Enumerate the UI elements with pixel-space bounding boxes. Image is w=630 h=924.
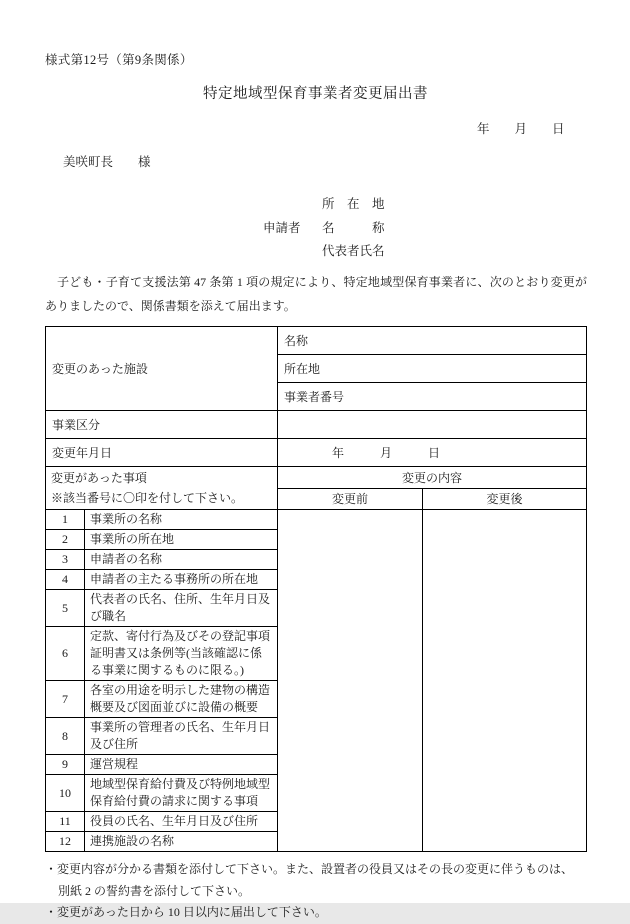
applicant-name-row bbox=[263, 217, 385, 241]
item-label-cell: 事業所の名称 bbox=[85, 510, 278, 530]
item-number-cell: 10 bbox=[46, 775, 85, 812]
item-number-cell: 12 bbox=[46, 832, 85, 852]
item-label-cell: 連携施設の名称 bbox=[85, 832, 278, 852]
item-number-cell: 1 bbox=[46, 510, 85, 530]
facility-address-field-cell: 所在地 bbox=[278, 355, 587, 383]
after-header-cell: 変更後 bbox=[423, 488, 587, 510]
form-table-section bbox=[45, 326, 623, 924]
facility-name-field-cell: 名称 bbox=[278, 327, 587, 355]
footnote-2 bbox=[45, 902, 623, 924]
after-value-column-cell bbox=[423, 510, 587, 852]
applicant-label-spacer bbox=[263, 240, 322, 264]
changed-items-label: 変更があった事項 bbox=[51, 471, 147, 485]
facility-label-cell: 変更のあった施設 bbox=[46, 327, 278, 411]
applicant-address-row bbox=[263, 193, 385, 217]
facility-number-field-cell: 事業者番号 bbox=[278, 383, 587, 411]
change-date-value-cell: 年 月 日 bbox=[278, 439, 587, 467]
item-label-cell: 事業所の所在地 bbox=[85, 530, 278, 550]
item-number-cell: 7 bbox=[46, 681, 85, 718]
change-notification-table bbox=[45, 326, 587, 852]
item-number-cell: 11 bbox=[46, 812, 85, 832]
item-label-cell: 地域型保育給付費及び特例地域型保育給付費の請求に関する事項 bbox=[85, 775, 278, 812]
item-label-cell: 運営規程 bbox=[85, 755, 278, 775]
change-content-header-cell: 変更の内容 bbox=[278, 467, 587, 489]
addressee: 美咲町長 様 bbox=[63, 155, 151, 169]
item-number-cell: 8 bbox=[46, 718, 85, 755]
business-category-label-cell: 事業区分 bbox=[46, 411, 278, 439]
applicant-block bbox=[263, 193, 385, 264]
change-date-label-cell: 変更年月日 bbox=[46, 439, 278, 467]
item-label-cell: 事業所の管理者の氏名、生年月日及び住所 bbox=[85, 718, 278, 755]
date-line: 年 月 日 bbox=[477, 122, 565, 136]
footnote-line: ・変更内容が分かる書類を添付して下さい。また、設置者の役員又はその長の変更に伴うものは、 bbox=[45, 862, 574, 876]
page-title: 特定地域型保育事業者変更届出書 bbox=[203, 86, 428, 102]
table-row-item-1 bbox=[46, 510, 587, 530]
item-number-cell: 2 bbox=[46, 530, 85, 550]
changed-items-note: ※該当番号に〇印を付して下さい。 bbox=[51, 491, 244, 505]
applicant-label-spacer bbox=[263, 193, 322, 217]
item-label-cell: 役員の氏名、生年月日及び住所 bbox=[85, 812, 278, 832]
before-header-cell: 変更前 bbox=[278, 488, 423, 510]
item-number-cell: 6 bbox=[46, 627, 85, 681]
applicant-representative-label: 代表者氏名 bbox=[322, 244, 385, 258]
item-number-cell: 3 bbox=[46, 550, 85, 570]
footnotes bbox=[45, 859, 623, 924]
footnote-1 bbox=[45, 859, 623, 902]
applicant-address-label: 所 在 地 bbox=[322, 197, 385, 211]
before-value-column-cell bbox=[278, 510, 423, 852]
item-number-cell: 5 bbox=[46, 590, 85, 627]
item-number-cell: 4 bbox=[46, 570, 85, 590]
item-label-cell: 申請者の名称 bbox=[85, 550, 278, 570]
applicant-label: 申請者 bbox=[263, 220, 301, 235]
business-category-value-cell bbox=[278, 411, 587, 439]
applicant-name-label: 名 称 bbox=[322, 220, 385, 235]
item-label-cell: 代表者の氏名、住所、生年月日及び職名 bbox=[85, 590, 278, 627]
item-label-cell: 各室の用途を明示した建物の構造概要及び図面並びに設備の概要 bbox=[85, 681, 278, 718]
footnote-line: 別紙 2 の誓約書を添付して下さい。 bbox=[58, 883, 251, 898]
footnote-line: ・変更があった日から 10 日以内に届出して下さい。 bbox=[45, 905, 327, 919]
item-label-cell: 定款、寄付行為及びその登記事項証明書又は条例等(当該確認に係る事業に関するものに限る。) bbox=[85, 627, 278, 681]
form-number: 様式第12号（第9条関係） bbox=[45, 53, 193, 67]
applicant-representative-row bbox=[263, 240, 385, 264]
item-number-cell: 9 bbox=[46, 755, 85, 775]
body-paragraph: 子ども・子育て支援法第 47 条第 1 項の規定により、特定地域型保育事業者に、次のとおり変更がありましたので、関係書類を添えて届出ます。 bbox=[45, 275, 587, 313]
changed-items-header-cell bbox=[46, 467, 278, 510]
item-label-cell: 申請者の主たる事務所の所在地 bbox=[85, 570, 278, 590]
